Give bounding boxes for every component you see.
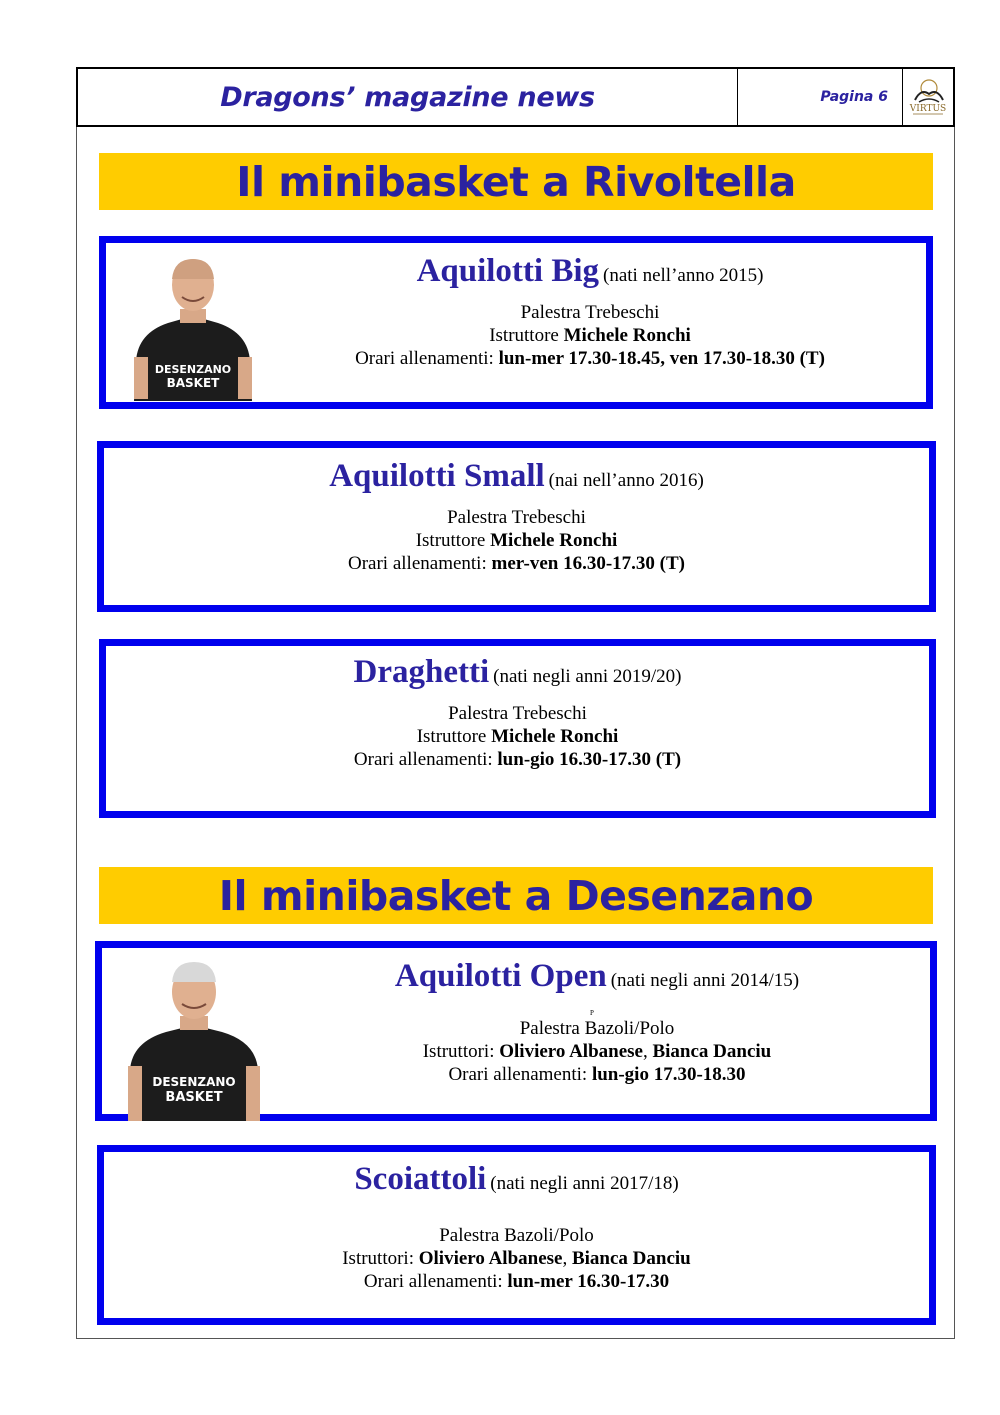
section-title-rivoltella: Il minibasket a Rivoltella [99,153,933,210]
team-box-aquilotti-small [97,441,936,612]
schedule: mer-ven 16.30-17.30 (T) [491,553,685,574]
instructor-label: Istruttori: [422,1041,500,1062]
instructor-line [298,1040,896,1063]
schedule-line [106,748,929,771]
instructor-line [320,324,860,347]
team-box-scoiattoli [97,1145,936,1325]
schedule-line [320,347,860,370]
magazine-title: Dragons’ magazine news [78,69,738,125]
page-number: Pagina 6 [738,69,903,125]
instructor-names: Michele Ronchi [491,726,619,747]
shirt-text-top: DESENZANO [154,363,232,376]
team-note: (nati negli anni 2017/18) [490,1173,679,1194]
instructor-name-2: Bianca Danciu [652,1041,772,1062]
schedule: lun-mer 17.30-18.45, ven 17.30-18.30 (T) [498,348,825,369]
team-note: (nati nell’anno 2015) [603,265,764,286]
team-box-aquilotti-open [95,941,937,1121]
schedule-line [298,1063,896,1086]
team-box-draghetti [99,639,936,818]
page-header [76,67,955,127]
schedule-label: Orari allenamenti: [348,553,492,574]
instructor-names: Michele Ronchi [490,530,618,551]
venue: Palestra Trebeschi [448,703,587,724]
schedule-label: Orari allenamenti: [363,1271,508,1292]
shirt-text-bottom: BASKET [166,376,220,390]
instructor-name-2: Bianca Danciu [571,1248,691,1269]
instructor-name-1: Oliviero Albanese [418,1248,563,1269]
team-note: (nati negli anni 2019/20) [493,666,682,687]
schedule-label: Orari allenamenti: [355,348,499,369]
instructor-names: Michele Ronchi [563,325,691,346]
schedule-line [104,552,929,575]
instructor-line [104,529,929,552]
instructor-sep: , [562,1248,572,1269]
instructor-label: Istruttore [416,726,492,747]
team-name: Aquilotti Open [394,958,607,994]
coach-photo-ronchi [130,253,256,406]
venue: Palestra Trebeschi [520,302,660,323]
team-name: Aquilotti Big [416,253,600,289]
shirt-text-bottom: BASKET [165,1090,223,1105]
schedule-label: Orari allenamenti: [353,749,498,770]
section-title-desenzano: Il minibasket a Desenzano [99,867,933,924]
instructor-label: Istruttore [415,530,491,551]
instructor-sep: , [642,1041,653,1062]
instructor-label: Istruttori: [342,1248,419,1269]
venue: Palestra Bazoli/Polo [439,1225,594,1246]
team-name: Draghetti [353,654,490,690]
schedule: lun-mer 16.30-17.30 [507,1271,670,1292]
team-box-aquilotti-big [99,236,933,409]
team-name: Aquilotti Small [329,458,545,494]
instructor-name-1: Oliviero Albanese [499,1041,643,1062]
instructor-line [106,725,929,748]
small-mark: P [590,1009,594,1017]
instructor-label: Istruttore [489,325,564,346]
shirt-text-top: DESENZANO [152,1075,236,1089]
schedule-line [104,1270,929,1293]
team-note: (nati negli anni 2014/15) [610,970,800,991]
coach-photo-albanese [124,958,264,1126]
team-name: Scoiattoli [354,1161,487,1197]
schedule: lun-gio 17.30-18.30 [591,1064,746,1085]
schedule: lun-gio 16.30-17.30 (T) [497,749,682,770]
virtus-logo [903,69,953,125]
logo-text: VIRTUS [909,104,947,114]
schedule-label: Orari allenamenti: [448,1064,592,1085]
team-note: (nai nell’anno 2016) [548,470,704,491]
instructor-line [104,1247,929,1270]
venue: Palestra Bazoli/Polo [519,1018,675,1039]
venue: Palestra Trebeschi [447,507,586,528]
